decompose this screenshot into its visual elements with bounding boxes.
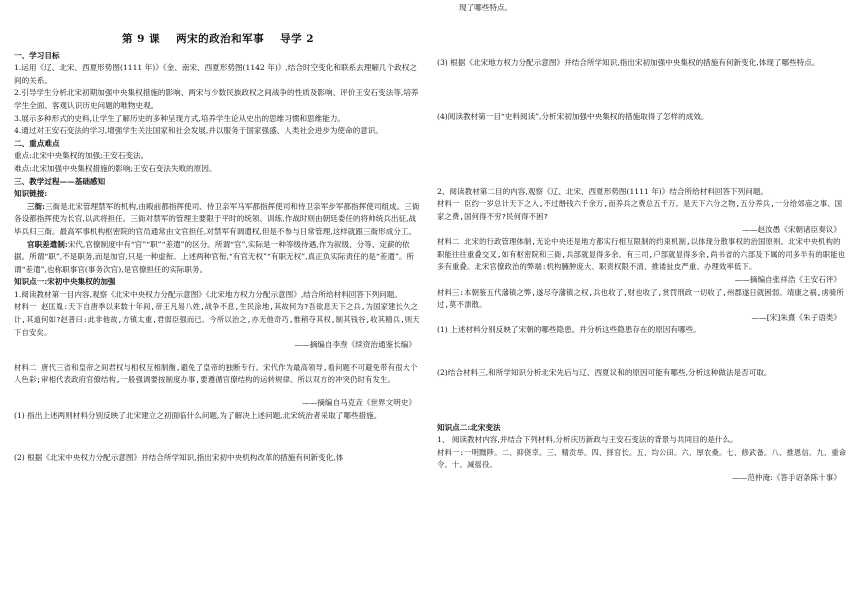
material-2-1: 材料一 臣约一岁总计天下之入,不过缗钱六千余万,而养兵之费总五千万。是天下六分之物,五分养兵,一分给郊庙之事、国家之费,国何得不穷?民何得不困? xyxy=(437,199,843,221)
section-process-heading: 三、教学过程——基础感知 xyxy=(14,176,106,186)
material-2: 材料二 唐代三省和皇帝之间君权与相权互相制衡,避免了皇帝的独断专行。宋代作为最高领导,看问题不可避免带有很大个人色彩;审相代表政府官僚结构,一般强调要按制度办事,要遵循官僚结构的运转规律。所以双方的冲突仍时有发生。 xyxy=(14,362,418,385)
question-2: 2、阅读教材第二目的内容,观察《辽、北宋、西夏形势图(1111 年)》结合所给材料回答下列问题。 xyxy=(437,186,769,196)
left-column xyxy=(14,0,422,465)
sub-question-1: (1) 指出上述两则材料分别反映了北宋建立之初面临什么问题,为了解决上述问题,北宋统治者采取了哪些措施。 xyxy=(14,410,382,420)
sanya-paragraph: 三衙:三衙是北宋管理禁军的机构,由殿前都指挥使司、侍卫亲军马军都指挥使司和侍卫亲军步军都指挥使司组成。三衙各设都指挥使为长官,以武将担任。三衙对禁军的管理主要限于平时的统领、训练,作战时则由朝廷委任的将帅统兵出征,战毕兵归三衙。最高军事机构枢密院的官员通常由文官担任,对禁军有调遣权,但是不参与日常管理,这样就跟三衙形成分工。 xyxy=(14,201,420,236)
sub-question-2-2: (2)结合材料三,和所学知识分析北宋先后与辽、西夏议和的原因可能有哪些,分析这种做法是否可取。 xyxy=(437,367,772,377)
material-2-2: 材料二 北宋的行政管理体制,无论中央还是地方都实行相互限制的约束机制,以体现分散事权的治国原则。北宋中央机构的职能往往重叠交叉,如有枢密院和三衙,兵部就显得多余。有三司,户部就显得多余,尚书省的六部及下属的司多半有的职能也多有重叠。北宋官僚政治的弊端:机构臃肿庞大、职责权限不清、推诿扯皮严重、办理效率低下。 xyxy=(437,237,846,272)
guide-label: 导学 2 xyxy=(280,33,315,45)
material-2-2-source: ——摘编自张祥浩《王安石评》 xyxy=(734,274,841,284)
section-goals-heading: 一、学习目标 xyxy=(14,50,60,60)
sub-question-2-1: (1) 上述材料分别反映了宋朝的哪些隐患。并分析这些隐患存在的原因有哪些。 xyxy=(437,325,701,335)
material-3-1: 材料一:一明黜陟。二、抑侥幸。三、精贡举。四、择官长。五、均公田。六、厚农桑。七、修武备。八、推恩信。九、重命令。十、减徭役。 xyxy=(437,447,847,470)
goal-item: 1.运用《辽、北宋、西夏形势图(1111 年)》《金、南宋、西夏形势图(1142 年)》,结合时空变化和联系去理解几个政权之间的关系。 xyxy=(14,63,417,85)
sanya-term: 三衙: xyxy=(26,201,45,211)
guanzhi-paragraph: 官职差遣制:宋代,官僚制度中有“官”“职”“差遣”的区分。所谓“官”,实际是一种等级待遇,作为叙级、分等、定薪的依据。所谓“职”,不是职务,而是加官,只是一种虚衔。上述两种官衔,“有官无权”“有职无权”,真正负实际责任的是“差遣”。所谓“差遣”,也称职事官(事务次官),是官僚担任的实际职务。 xyxy=(14,239,415,274)
material-2-3: 材料三:本朝鉴五代藩镇之弊,遂尽夺藩镇之权,兵也收了,财也收了,赏罚刑政一切收了,州郡遂日就困弱。靖康之祸,虏骑所过,莫不溃散。 xyxy=(437,287,844,310)
sub-question-4: (4)阅读教材第一目“史料阅读”,分析宋初加强中央集权的措施取得了怎样的成效。 xyxy=(437,112,709,122)
lesson-number: 第 9 课 xyxy=(121,33,161,45)
difficult-point: 难点:北宋加强中央集权措施的影响;王安石变法失败的原因。 xyxy=(14,163,217,173)
question-1: 1.阅读教材第一目内容,观察《北宋中央权力分配示意图》《北宋地方权力分配示意图》,结合所给材料回答下列问题。 xyxy=(14,289,402,299)
right-column xyxy=(437,0,847,484)
material-3-1-source: ——范仲淹:《答手诏条陈十事》 xyxy=(732,472,841,482)
goal-item: 2.引导学生分析北宋初期加强中央集权措施的影响、两宋与少数民族政权之间战争的性质及影响、评价王安石变法等,培养学生全面、客观认识历史问题的唯物史观。 xyxy=(14,88,419,110)
material-1-source: ——摘编自李焘《续资治通鉴长编》 xyxy=(294,340,416,350)
material-1: 材料一 赵匡胤:天下自唐季以来数十年间,帝王凡易八姓,战争不息,生民涂地,其故何为?吾欲息天下之兵,为国家建长久之计,其道何如?赵普曰:此非他故,方镇太重,君弱臣强而已。今所以治之,亦无他奇巧,惟稍夺其权,制其钱谷,收其精兵,则天下自安矣。 xyxy=(14,302,420,337)
sub-question-3: (3) 根据《北宋地方权力分配示意图》并结合所学知识,指出宋初加强中央集权的措施有何新变化,体现了哪些特点。 xyxy=(437,57,820,67)
continued-text: 现了哪些特点。 xyxy=(459,3,513,12)
page-title xyxy=(14,33,422,46)
material-2-3-source: ——[宋]朱熹《朱子语类》 xyxy=(751,312,841,322)
knowledge-point-2-heading: 知识点二:北宋变法 xyxy=(437,422,501,432)
material-2-source: ——摘编自马克垚《世界文明史》 xyxy=(302,398,416,408)
knowledge-link-heading: 知识链接: xyxy=(14,189,48,199)
guanzhi-term: 官职差遣制: xyxy=(26,239,68,249)
material-2-1-source: ——赵汝愚《宋朝诸臣奏议》 xyxy=(742,224,841,234)
section-key-heading: 二、重点难点 xyxy=(14,138,60,148)
goal-item: 3.展示多种形式的史料,让学生了解历史的多种呈现方式,培养学生论从史出的思维习惯和思维能力。 xyxy=(14,113,346,123)
knowledge-point-1-heading: 知识点一:宋初中央集权的加强 xyxy=(14,277,116,287)
question-3: 1、 阅读教材内容,并结合下列材料,分析庆历新政与王安石变法的背景与共同目的是什么。 xyxy=(437,435,738,445)
key-point: 重点:北宋中央集权的加强;王安石变法。 xyxy=(14,151,149,161)
lesson-topic: 两宋的政治和军事 xyxy=(176,33,265,45)
goal-item: 4.通过对王安石变法的学习,增强学生关注国家和社会发展,并以服务于国家强盛、人类社会进步为使命的意识。 xyxy=(14,126,383,136)
sub-question-2: (2) 根据《北宋中央权力分配示意图》并结合所学知识,指出宋初中央机构改革的措施有何新变化,体 xyxy=(14,453,344,463)
